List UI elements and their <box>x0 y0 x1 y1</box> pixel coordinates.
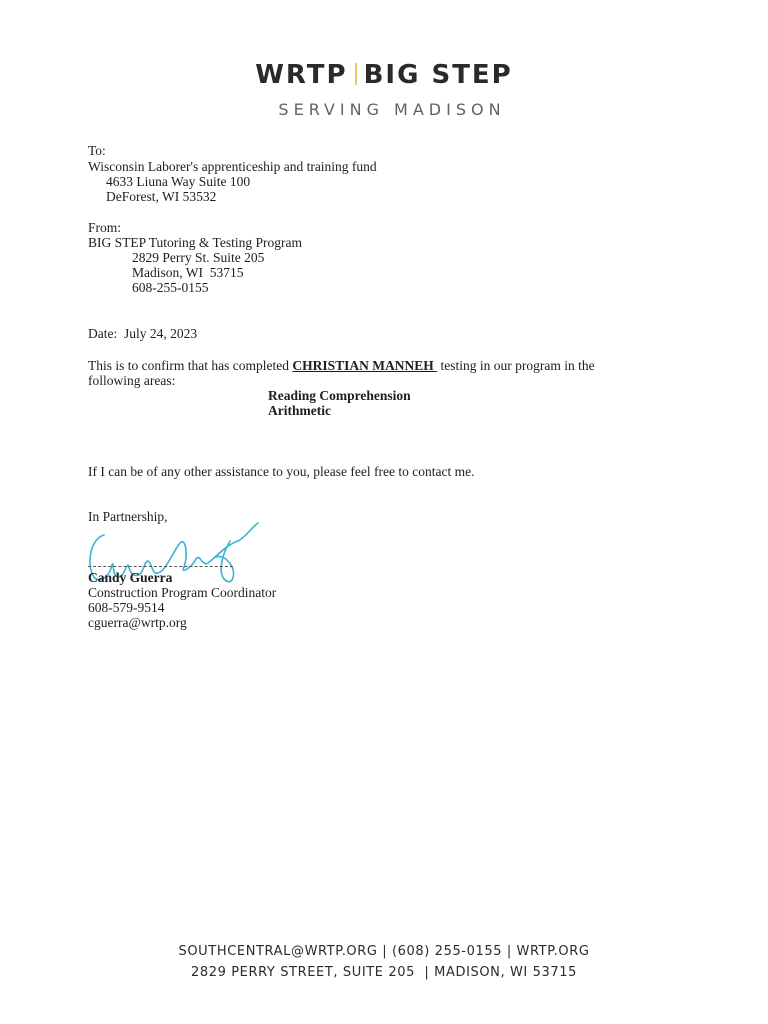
candidate-name: CHRISTIAN MANNEH <box>292 358 438 373</box>
footer-address-line: 2829 PERRY STREET, SUITE 205 | MADISON, WI 53715 <box>191 965 577 980</box>
confirm-line <box>88 358 595 373</box>
signer-title: Construction Program Coordinator <box>88 585 277 600</box>
footer-contact-line: SOUTHCENTRAL@WRTP.ORG | (608) 255-0155 | WRTP.ORG <box>178 944 590 959</box>
to-label: To: <box>88 143 106 158</box>
from-address-line2: Madison, WI 53715 <box>132 265 244 280</box>
confirm-suffix: testing in our program in the <box>437 358 595 373</box>
date-value: July 24, 2023 <box>124 326 198 341</box>
letterhead-subtitle: SERVING MADISON <box>278 100 506 119</box>
to-address-line1: 4633 Liuna Way Suite 100 <box>106 174 251 189</box>
date-label: Date: <box>88 326 118 341</box>
from-address-line1: 2829 Perry St. Suite 205 <box>132 250 265 265</box>
area-arithmetic: Arithmetic <box>268 403 331 418</box>
signer-phone: 608-579-9514 <box>88 600 165 615</box>
closing-sentence: If I can be of any other assistance to you, please feel free to contact me. <box>88 464 475 479</box>
brand-separator <box>355 63 357 85</box>
confirm-line-2: following areas: <box>88 373 176 388</box>
to-address-line2: DeForest, WI 53532 <box>106 189 217 204</box>
area-reading-comprehension: Reading Comprehension <box>268 388 411 403</box>
date-line <box>88 326 197 341</box>
brand-wrtp: WRTP <box>255 60 348 90</box>
from-label: From: <box>88 220 122 235</box>
signature-line <box>88 566 233 567</box>
salutation: In Partnership, <box>88 509 168 524</box>
signer-email: cguerra@wrtp.org <box>88 615 187 630</box>
brand-big-step: BIG STEP <box>363 60 513 90</box>
to-name: Wisconsin Laborer's apprenticeship and training fund <box>88 159 377 174</box>
confirm-prefix: This is to confirm that has completed <box>88 358 293 373</box>
signer-name: Candy Guerra <box>88 570 173 585</box>
from-name: BIG STEP Tutoring & Testing Program <box>88 235 302 250</box>
letterhead-brand <box>0 60 768 90</box>
from-phone: 608-255-0155 <box>132 280 209 295</box>
